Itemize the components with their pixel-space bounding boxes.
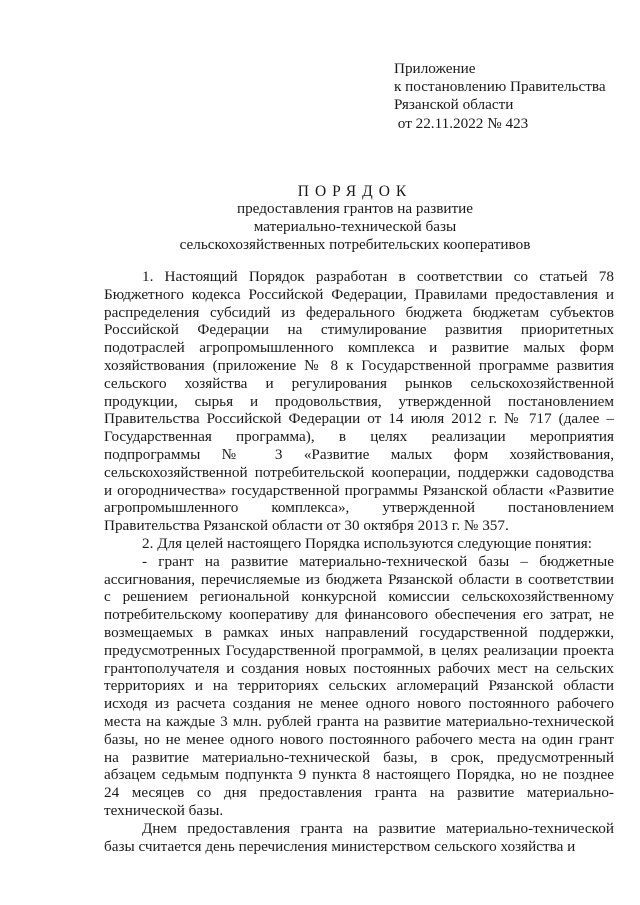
- body-line: технической базы.: [104, 801, 224, 819]
- appendix-line: Приложение: [394, 60, 476, 77]
- body-line: абзацем седьмым подпункта 9 пункта 8 настоящего Порядка, но не позднее: [104, 766, 614, 784]
- document-subtitle: [0, 200, 640, 255]
- body-line: потребительскому кооперативу для финансового обеспечения его затрат, не: [104, 606, 614, 624]
- appendix-line: от 22.11.2022 № 423: [394, 114, 529, 132]
- body-line: исходя из расчета создания не менее одного нового постоянного рабочего: [104, 695, 614, 713]
- body-line: Российской Федерации на стимулирование развития приоритетных: [104, 321, 614, 339]
- body-line: места на каждые 3 млн. рублей гранта на развитие материально-технической: [104, 712, 614, 730]
- body-line: предусмотренных Государственной программой, в целях реализации проекта: [104, 641, 614, 659]
- body-line: 1. Настоящий Порядок разработан в соответствии со статьей 78: [142, 268, 614, 285]
- body-line: и огородничества» государственной программы Рязанской области «Развитие: [104, 481, 614, 499]
- body-line: грантополучателя и создания новых постоянных рабочих мест на сельских: [104, 659, 614, 677]
- body-line: ассигнования, перечисляемые из бюджета Рязанской области в соответствии: [104, 570, 614, 588]
- body-line: базы считается день перечисления министерством сельского хозяйства и: [104, 837, 576, 855]
- body-line: Государственная программа), в целях реализации мероприятия: [104, 428, 614, 446]
- document-title: ПОРЯДОК: [297, 183, 413, 200]
- subtitle-line: материально-технической базы: [253, 218, 457, 236]
- appendix-line: к постановлению Правительства: [394, 78, 606, 96]
- body-line: распределения субсидий из федерального бюджета бюджетам субъектов: [104, 303, 614, 321]
- subtitle-line: сельскохозяйственных потребительских кооперативов: [179, 236, 531, 254]
- body-line: Днем предоставления гранта на развитие материально-технической: [142, 819, 614, 837]
- body-line: подпрограммы № 3 «Развитие малых форм хозяйствования,: [104, 445, 614, 463]
- body-line: Правительства Российской Федерации от 14 июля 2012 г. № 717 (далее –: [104, 410, 614, 428]
- body-line: 2. Для целей настоящего Порядка используются следующие понятия:: [142, 534, 592, 552]
- body-line: сельскохозяйственной потребительской кооперации, поддержки садоводства: [104, 463, 614, 481]
- body-line: сельского хозяйства и регулирования рынков сельскохозяйственной: [104, 374, 614, 392]
- appendix-header: [394, 60, 634, 133]
- body-line: территориях и на территориях сельских агломераций Рязанской области: [104, 677, 614, 695]
- body-line: продукции, сырья и продовольствия, утвержденной постановлением: [104, 392, 614, 410]
- body-line: Правительства Рязанской области от 30 октября 2013 г. № 357.: [104, 517, 509, 535]
- body-line: 24 месяцев со дня предоставления гранта на развитие материально-: [104, 784, 614, 802]
- body-line: агропромышленного комплекса», утвержденной постановлением: [104, 499, 614, 517]
- body-line: подотраслей агропромышленного комплекса и развитие малых форм: [104, 339, 614, 357]
- subtitle-line: предоставления грантов на развитие: [236, 200, 474, 217]
- body-line: хозяйствования (приложение № 8 к Государственной программе развития: [104, 356, 614, 374]
- appendix-line: Рязанской области: [394, 96, 514, 114]
- body-line: с решением региональной конкурсной комиссии сельскохозяйственному: [104, 588, 614, 606]
- body-line: - грант на развитие материально-технической базы – бюджетные: [142, 552, 614, 570]
- body-line: на развитие материально-технической базы, в срок, предусмотренный: [104, 748, 614, 766]
- body-line: Бюджетного кодекса Российской Федерации, Правилами предоставления и: [104, 285, 614, 303]
- body-line: возмещаемых в рамках иных направлений государственной поддержки,: [104, 623, 614, 641]
- body-line: базы, но не менее одного нового постоянного рабочего места на один грант: [104, 730, 614, 748]
- document-body: [104, 268, 614, 855]
